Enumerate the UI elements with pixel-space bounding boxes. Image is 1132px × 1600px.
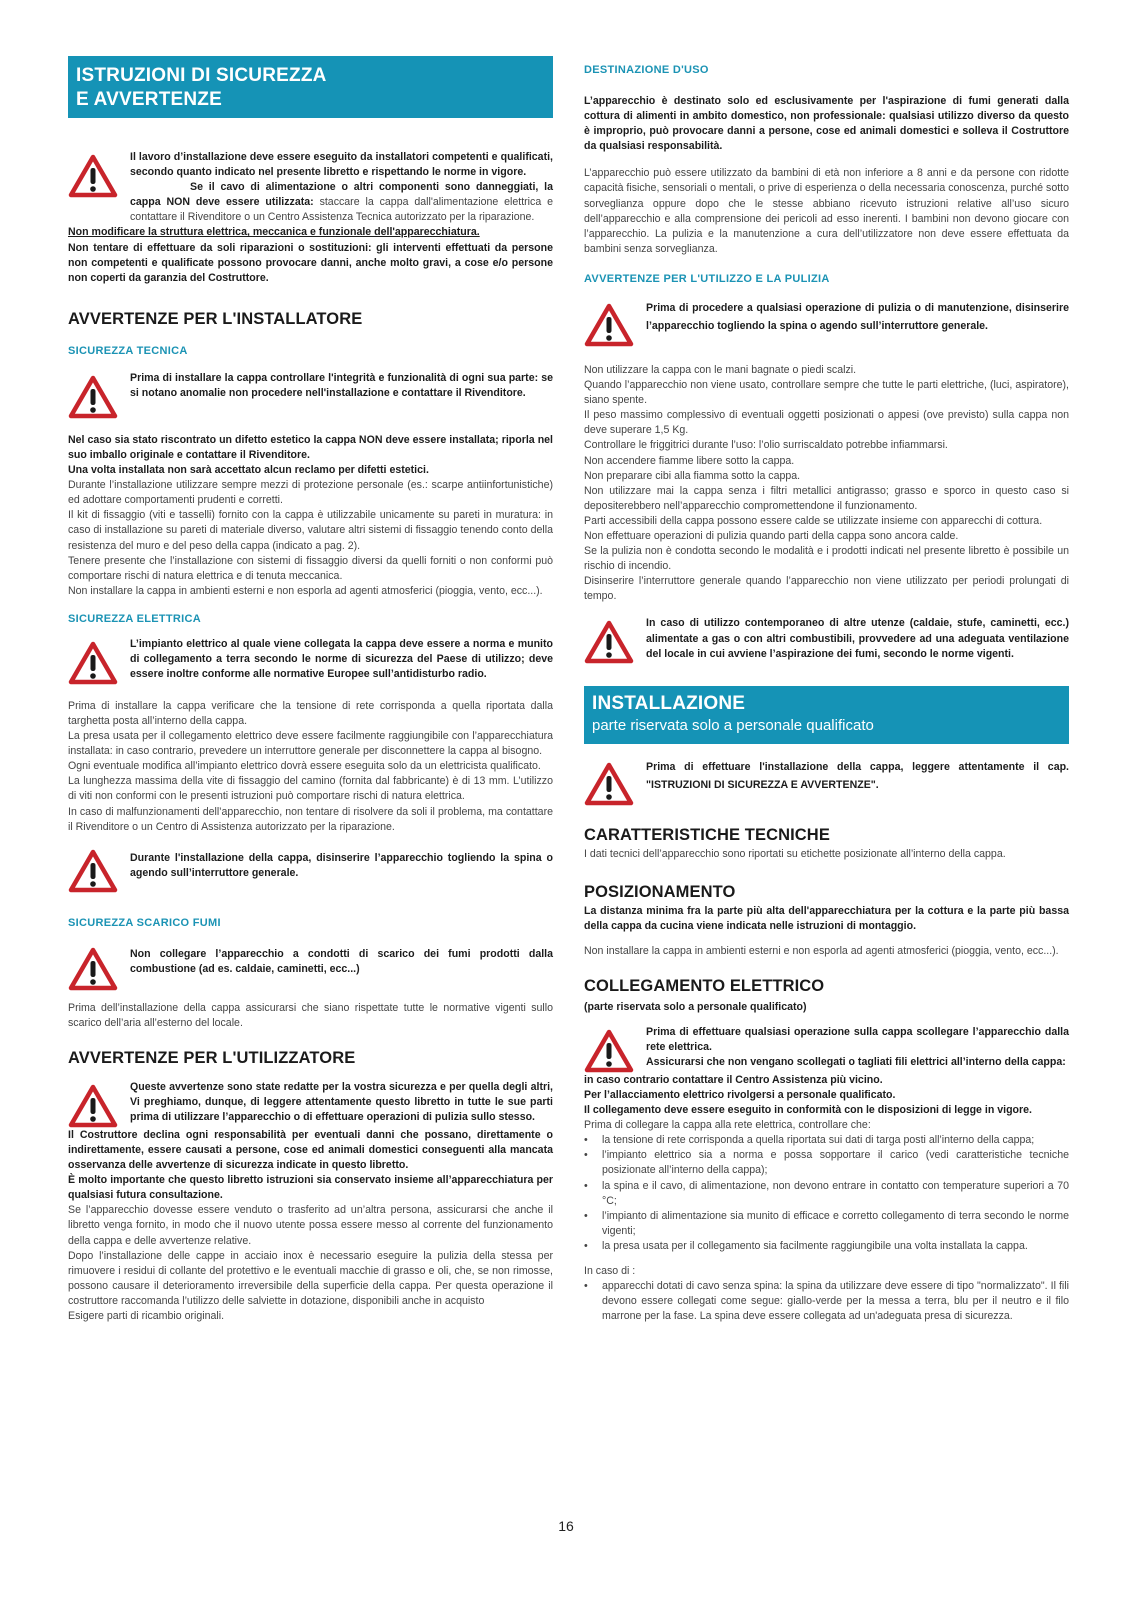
installation-banner	[584, 686, 1069, 744]
destination-bold: L’apparecchio è destinato solo ed esclusivamente per l'aspirazione di fumi generati dalla cottura di alimenti in ambito domestico, non professionale: qualsiasi utilizzo diverso da questo è improprio, può provocare danni a persone, cose ed animali domestici e solleva il Costruttore da qualsiasi responsabilità.	[584, 95, 1069, 153]
intro-warning-text: Il lavoro d’installazione deve essere eseguito da installatori competenti e qualificati, secondo quanto indicato nel presente libretto e rispettando le norme in vigore.	[130, 151, 553, 179]
destination-subheading: DESTINAZIONE D'USO	[584, 64, 709, 76]
elec-warning-text: L’impianto elettrico al quale viene collegata la cappa deve essere a norma e munito di collegamento a terra secondo le norme di sicurezza del Paese di utilizzo; deve essere inoltre conforme alle normative Europee sull’antidisturbo radio.	[130, 637, 553, 681]
safety-banner	[68, 56, 553, 118]
elec-para-5: In caso di malfunzionamenti dell’apparecchio, non tentare di risolvere da soli il problema, ma contattare il Rivenditore o un Centro di Assistenza autorizzato per la riparazione.	[68, 805, 553, 833]
fumes-warning	[68, 943, 553, 991]
fumes-warning-text: Non collegare l’apparecchio a condotti di scarico dei fumi prodotti dalla combustione (ad es. caldaie, caminetti, ecc...)	[130, 947, 553, 975]
installation-subtitle: parte riservata solo a personale qualificato	[592, 717, 874, 735]
user-para-2: Dopo l’installazione delle cappe in acciaio inox è necessario eseguire la pulizia della stessa per rimuovere i residui di collante del protettivo e le eventuali macchie di grasso e oli, che, se non rimosse, possono causare il deterioramento irreversibile della superficie della cappa. Per questa operazione il costruttore raccomanda l’utilizzo delle salviette in dotazione, disponibili anche in acquisto	[68, 1249, 553, 1307]
user-bold-2: È molto importante che questo libretto istruzioni sia conservato insieme all’apparecchiatura per qualsiasi futura consultazione.	[68, 1174, 553, 1202]
elec-safety-subheading: SICUREZZA ELETTRICA	[68, 612, 202, 625]
tech-para-2: Il kit di fissaggio (viti e tasselli) fornito con la cappa è utilizzabile unicamente su pareti in muratura: in caso di installazione su pareti di materiale diverso, valutare altri sistemi di fissaggio tenendo conto della resistenza del muro e del peso della cappa (indicato a pag. 2).	[68, 509, 553, 552]
user-warning	[68, 1080, 553, 1128]
repair-warning: Non tentare di effettuare da soli riparazioni o sostituzioni: gli interventi effettuati da persone non competenti e qualificate possono provocare danni, anche molto gravi, a cose e/o persone non coperti da garanzia del Costruttore.	[68, 241, 553, 284]
elec-para-4: La lunghezza massima della vite di fissaggio del camino (fornita dal fabbricante) è di 13 mm. L’utilizzo di viti non conformi con le presenti istruzioni può comportare rischi di natura elettrica.	[68, 775, 553, 803]
use-line: Non accendere fiamme libere sotto la cappa.	[584, 454, 795, 467]
install-warning	[584, 758, 1069, 806]
case-list	[584, 1279, 1069, 1324]
install-warning-text: Prima di effettuare l'installazione della cappa, leggere attentamente il cap. "ISTRUZIONI DI SICUREZZA E AVVERTENZE".	[646, 761, 1069, 792]
user-heading: AVVERTENZE PER L'UTILIZZATORE	[68, 1048, 356, 1067]
warning-triangle-icon	[68, 1084, 118, 1128]
right-column	[584, 64, 1069, 1324]
use-warning-text: Prima di procedere a qualsiasi operazione di pulizia o di manutenzione, disinserire l’apparecchio togliendo la spina o agendo sull’interruttore generale.	[646, 301, 1069, 332]
list-item: • la spina e il cavo, di alimentazione, non devono entrare in contatto con temperature superiori a 70 °C;	[584, 1179, 1069, 1209]
warning-triangle-icon	[584, 303, 634, 347]
elec-conn-warning-b: Assicurarsi che non vengano scollegati o tagliati fili elettrici all’interno della cappa:	[646, 1056, 1066, 1069]
left-column	[68, 56, 553, 1324]
elec-para-2: La presa usata per il collegamento elettrico deve essere facilmente raggiungibile con l’apparecchiatura installata: in caso contrario, prevedere un interruttore generale per disconnettere la cappa al bisogno.	[68, 730, 553, 758]
warning-triangle-icon	[68, 641, 118, 685]
use-line: Quando l’apparecchio non viene usato, controllare sempre che tutte le parti elettriche, (luci, aspiratore), siano spente.	[584, 379, 1069, 407]
tech-safety-subheading: SICUREZZA TECNICA	[68, 344, 188, 357]
positioning-heading: POSIZIONAMENTO	[584, 882, 736, 901]
warning-triangle-icon	[68, 154, 118, 198]
elec-conn-bold-3: Il collegamento deve essere eseguito in conformità con le disposizioni di legge in vigore.	[584, 1104, 1032, 1117]
use-line: Non effettuare operazioni di pulizia quando parti della cappa sono ancora calde.	[584, 529, 959, 542]
warning-triangle-icon	[584, 1029, 634, 1073]
tech-specs-para: I dati tecnici dell’apparecchio sono riportati su etichette posizionate all’interno della cappa.	[584, 848, 1006, 861]
use-line: Non utilizzare la cappa con le mani bagnate o piedi scalzi.	[584, 363, 857, 376]
positioning-para: Non installare la cappa in ambienti esterni e non esporla ad agenti atmosferici (pioggia, vento, ecc...).	[584, 944, 1059, 957]
user-para-1: Se l’apparecchio dovesse essere venduto o trasferito ad un’altra persona, assicurarsi che anche il libretto venga fornito, in modo che il nuovo utente possa essere messo al corrente del funzionamento della cappa e delle avvertenze relative.	[68, 1204, 553, 1247]
destination-para: L’apparecchio può essere utilizzato da bambini di età non inferiore a 8 anni e da persone con ridotte capacità fisiche, sensoriali o mentali, o prive di esperienza o della necessaria conoscenza, purché sotto sorveglianza oppure dopo che le stesse abbiano ricevuto istruzioni relative all’uso sicuro dell’apparecchio e alla comprensione dei pericoli ad esso inerenti. I bambini non devono giocare con l’apparecchio. La pulizia e la manutenzione a cura dell’utilizzatore non deve essere effettuata da bambini senza sorveglianza.	[584, 167, 1069, 255]
installation-title: INSTALLAZIONE	[592, 693, 746, 715]
electrical-connection-heading: COLLEGAMENTO ELETTRICO	[584, 976, 825, 995]
electrical-note: (parte riservata solo a personale qualificato)	[584, 1000, 807, 1013]
intro-block	[68, 150, 553, 286]
list-item: • apparecchi dotati di cavo senza spina: la spina da utilizzare deve essere di tipo "normalizzato". Il fili devono essere collegati come segue: giallo-verde per la messa a terra, blu per il neutro e il filo marrone per la fase. La spina deve essere collegata ad un'adeguata presa di sicurezza.	[584, 1279, 1069, 1324]
elec-conn-warning	[584, 1025, 1069, 1073]
banner-title-line1: ISTRUZIONI DI SICUREZZA	[76, 65, 327, 86]
user-warning-text: Queste avvertenze sono state redatte per la vostra sicurezza e per quella degli altri, Vi preghiamo, dunque, di leggere attentamente questo libretto in tutte le sue parti prima di utilizzare l’apparecchio o di effettuare operazioni di pulizia sullo stesso.	[130, 1080, 553, 1124]
use-warning	[584, 299, 1069, 347]
elec-warning-2-text: Durante l'installazione della cappa, disinserire l’apparecchio togliendo la spina o agendo sull’interruttore generale.	[130, 851, 553, 879]
list-item: • la presa usata per il collegamento sia facilmente raggiungibile una volta installata la cappa.	[584, 1239, 1069, 1254]
elec-para-3: Ogni eventuale modifica all’impianto elettrico dovrà essere eseguita solo da un elettricista qualificato.	[68, 760, 541, 773]
use-line: Il peso massimo complessivo di eventuali oggetti posizionati o appesi (ove previsto) sulla cappa non deve superare 1,5 Kg.	[584, 409, 1069, 437]
modify-warning: Non modificare la struttura elettrica, meccanica e funzionale dell'apparecchiatura.	[68, 226, 480, 239]
user-para-3: Esigere parti di ricambio originali.	[68, 1310, 225, 1323]
use-warning-2-text: In caso di utilizzo contemporaneo di altre utenze (caldaie, stufe, caminetti, ecc.) alimentate a gas o con altri combustibili, provvedere ad una adeguata ventilazione del locale in cui avviene l’aspirazione dei fumi, secondo le norme vigenti.	[646, 617, 1069, 660]
warning-triangle-icon	[68, 947, 118, 991]
use-line: Parti accessibili della cappa possono essere calde se utilizzate insieme con apparecchi di cottura.	[584, 514, 1043, 527]
intro-warning	[68, 150, 553, 225]
tech-para-4: Non installare la cappa in ambienti esterni e non esporla ad agenti atmosferici (pioggia, vento, ecc...).	[68, 584, 543, 597]
warning-triangle-icon	[68, 375, 118, 419]
elec-warning-2	[68, 845, 553, 893]
use-line: Non utilizzare mai la cappa senza i filtri metallici antigrasso; grasso e sporco in questo caso si depositerebbero nell’apparecchio compromettendone il funzionamento.	[584, 484, 1069, 512]
elec-conn-bold-2: Per l’allacciamento elettrico rivolgersi a personale qualificato.	[584, 1089, 896, 1101]
use-line: Non preparare cibi alla fiamma sotto la cappa.	[584, 469, 801, 482]
fumes-safety-subheading: SICUREZZA SCARICO FUMI	[68, 916, 221, 929]
tech-para-3: Tenere presente che l’installazione con sistemi di fissaggio diversi da quelli forniti o non conformi può comportare rischi di natura elettrica e di tenuta meccanica.	[68, 554, 553, 582]
tech-bold-1: Nel caso sia stato riscontrato un difetto estetico la cappa NON deve essere installata; riporla nel suo imballo originale e contattare il Rivenditore.	[68, 433, 553, 461]
warning-triangle-icon	[584, 620, 634, 664]
tech-bold-2: Una volta installata non sarà accettato alcun reclamo per difetti estetici.	[68, 464, 429, 477]
tech-warning	[68, 371, 553, 419]
page-number: 16	[558, 1518, 574, 1534]
list-item: • l’impianto di alimentazione sia munito di efficace e corretto collegamento di terra secondo le norme vigenti;	[584, 1209, 1069, 1239]
use-lines	[584, 363, 1069, 605]
use-line: Controllare le friggitrici durante l’uso: l’olio surriscaldato potrebbe infiammarsi.	[584, 439, 948, 452]
cable-rest: staccare la cappa dall'alimentazione elettrica e contattare il Rivenditore o un Centro Assistenza Tecnica autorizzato per la riparazione.	[130, 196, 553, 224]
warning-triangle-icon	[584, 762, 634, 806]
user-bold-1: Il Costruttore declina ogni responsabilità per eventuali danni che possano, direttamente o indirettamente, essere causati a persone, cose ed animali domestici conseguenti alla mancata osservanza delle avvertenze di sicurezza indicate in questo libretto.	[68, 1128, 553, 1172]
use-line: Disinserire l’interruttore generale quando l’apparecchio non viene utilizzato per periodi prolungati di tempo.	[584, 575, 1069, 603]
use-cleaning-subheading: AVVERTENZE PER L'UTILIZZO E LA PULIZIA	[584, 272, 830, 285]
elec-warning	[68, 637, 553, 685]
tech-warning-text: Prima di installare la cappa controllare l'integrità e funzionalità di ogni sua parte: se si notano anomalie non procedere nell'installazione e contattare il Rivenditore.	[130, 371, 553, 399]
cable-text	[130, 180, 553, 225]
warning-triangle-icon	[68, 849, 118, 893]
fumes-para-1: Prima dell’installazione della cappa assicurarsi che siano rispettate tutte le normative vigenti sullo scarico dell’aria all’esterno del locale.	[68, 1001, 553, 1029]
banner-title-line2: E AVVERTENZE	[76, 89, 222, 110]
elec-conn-intro: Prima di collegare la cappa alla rete elettrica, controllare che:	[584, 1119, 871, 1132]
list-item: • l’impianto elettrico sia a norma e possa sopportare il carico (vedi caratteristiche tecniche posizionate all’interno della cappa);	[584, 1148, 1069, 1178]
use-line: Se la pulizia non è condotta secondo le modalità e i prodotti indicati nel presente libretto è possibile un rischio di incendio.	[584, 545, 1069, 573]
cable-bold: Se il cavo di alimentazione o altri componenti sono danneggiati, la cappa NON deve essere utilizzata:	[130, 181, 553, 209]
positioning-bold: La distanza minima fra la parte più alta dell'apparecchiatura per la cottura e la parte più bassa della cappa da cucina viene indicata nelle istruzioni di montaggio.	[584, 904, 1069, 932]
elec-para-1: Prima di installare la cappa verificare che la tensione di rete corrisponda a quella riportata dalla targhetta posta all’interno della cappa.	[68, 699, 553, 727]
tech-para-1: Durante l’installazione utilizzare sempre mezzi di protezione personale (es.: scarpe antiinfortunistiche) ed adottare comportamenti prudenti e corretti.	[68, 479, 553, 507]
elec-conn-bold-1: in caso contrario contattare il Centro Assistenza più vicino.	[584, 1073, 883, 1086]
tech-specs-heading: CARATTERISTICHE TECNICHE	[584, 826, 830, 845]
use-warning-2	[584, 616, 1069, 664]
installer-heading: AVVERTENZE PER L'INSTALLATORE	[68, 309, 363, 328]
case-intro: In caso di :	[584, 1265, 636, 1278]
elec-conn-list	[584, 1133, 1069, 1254]
list-item: • la tensione di rete corrisponda a quella riportata sui dati di targa posti all’interno della cappa;	[584, 1133, 1069, 1148]
elec-conn-warning-a: Prima di effettuare qualsiasi operazione sulla cappa scollegare l’apparecchio dalla rete elettrica.	[646, 1025, 1069, 1053]
